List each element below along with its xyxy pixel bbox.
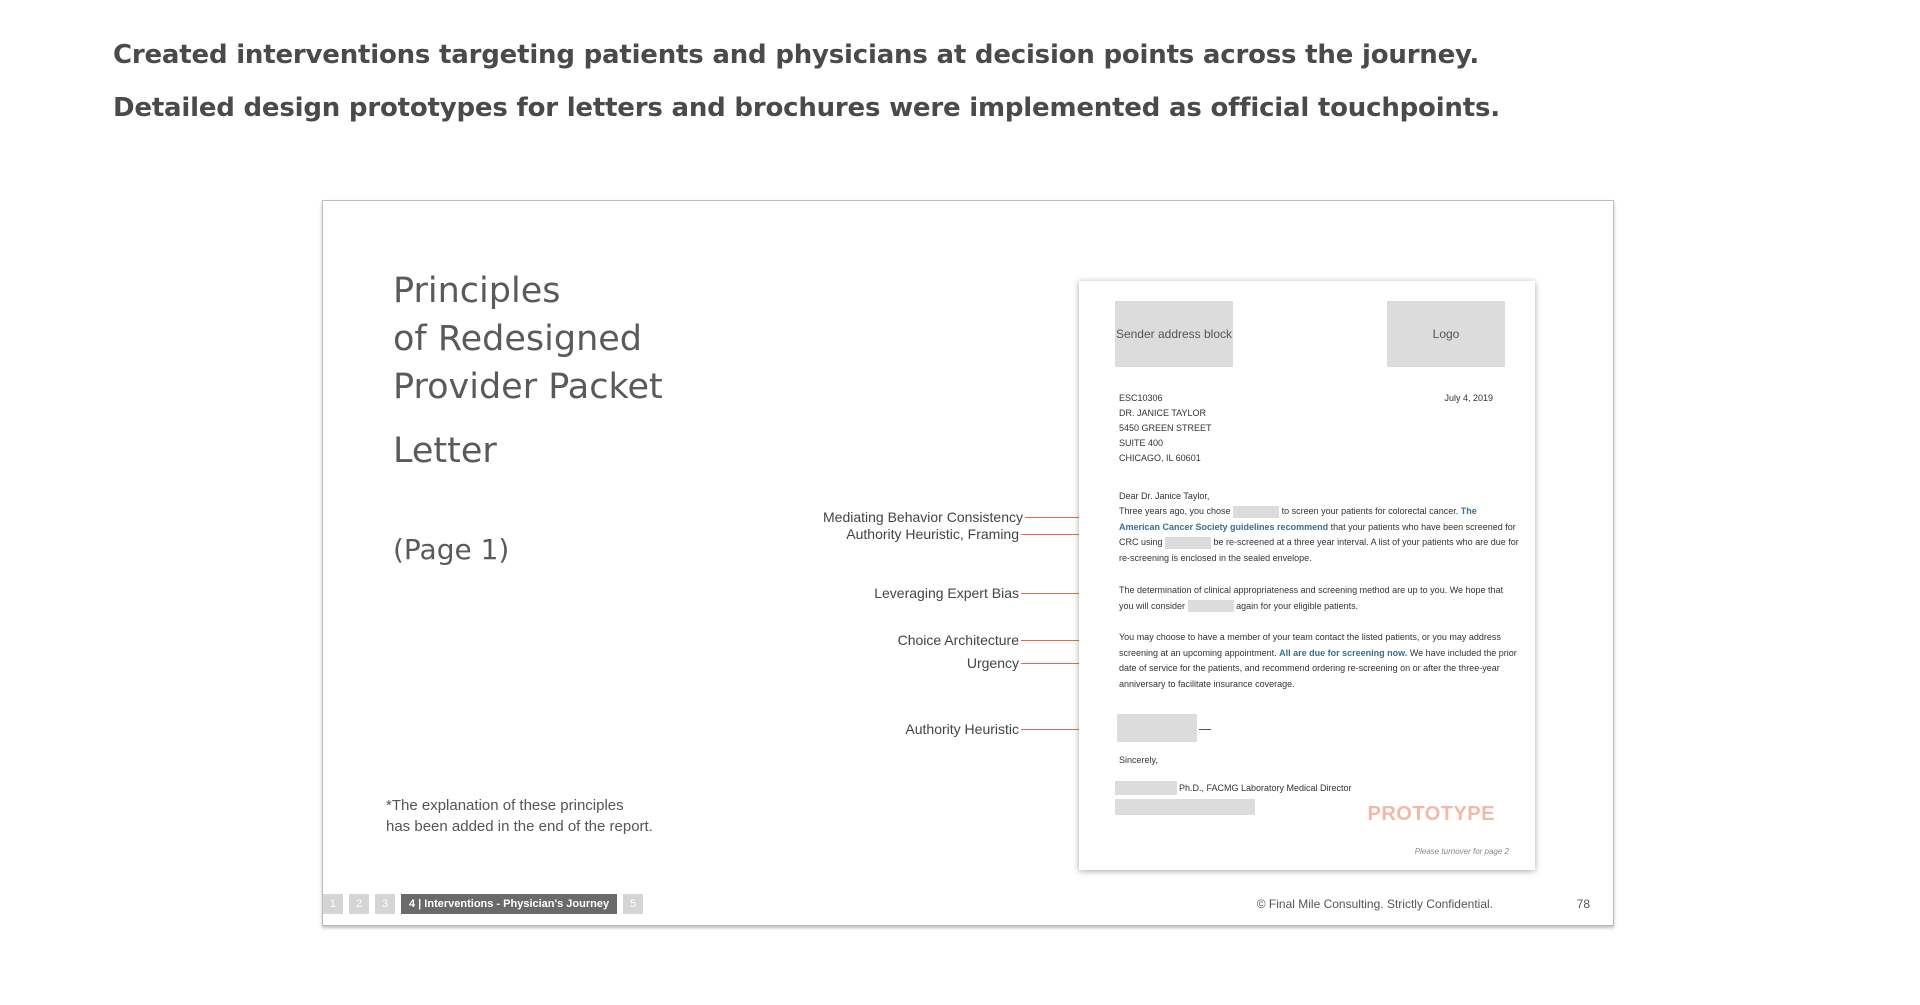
letter-preview (1079, 281, 1535, 870)
slide-frame (322, 200, 1614, 926)
letter-paragraph-3 (1119, 630, 1519, 692)
slide-title-line: Principles (393, 271, 561, 311)
page-number: 78 (1576, 897, 1590, 911)
logo-placeholder: Logo (1387, 301, 1505, 367)
signature-redacted (1117, 714, 1197, 742)
letter-address-line: DR. JANICE TAYLOR (1119, 408, 1207, 418)
slide-footnote (386, 795, 653, 837)
letter-text: to screen your patients for colorectal cancer. (1281, 506, 1459, 516)
letter-text: be re-screened at a three year interval. A list of your patients who are due for re-screening is enclosed in the sealed envelope. (1119, 537, 1519, 563)
section-nav-item[interactable]: 2 (349, 894, 369, 914)
callout-label-authority: Authority Heuristic (905, 721, 1019, 737)
slide-page-label: (Page 1) (393, 533, 510, 566)
letter-highlight: The American Cancer Society guidelines recommend (1119, 506, 1477, 532)
section-nav-item[interactable]: 1 (323, 894, 343, 914)
letter-highlight: All are due for screening now. (1279, 647, 1408, 658)
callout-label-urgency: Urgency (966, 655, 1019, 671)
letter-paragraph-2 (1119, 583, 1519, 614)
callout-line (1021, 729, 1079, 730)
letter-text: Three years ago, you chose (1119, 506, 1231, 516)
callout-line (1021, 640, 1079, 641)
letter-text: again for your eligible patients. (1236, 600, 1359, 611)
slide-subtitle: Letter (393, 431, 497, 471)
section-nav-item-active[interactable]: 4 | Interventions - Physician's Journey (401, 894, 617, 914)
headline-1: Created interventions targeting patients and physicians at decision points across the journey. (113, 40, 1480, 70)
letter-reference: ESC10306 (1119, 393, 1163, 403)
letter-signer: Ph.D., FACMG Laboratory Medical Director (1179, 783, 1352, 793)
callout-line (1025, 517, 1079, 518)
letter-text: You may choose to have a member of your team contact the listed patients, or you may address screening at an upcoming appointment. (1119, 632, 1501, 658)
letter-turnover-note: Please turnover for page 2 (1414, 847, 1509, 856)
letter-address-line: SUITE 400 (1119, 438, 1164, 448)
letter-text: that your patients who have been screened for CRC using (1119, 521, 1516, 547)
signature-dash (1199, 729, 1211, 730)
footnote-line: has been added in the end of the report. (386, 818, 653, 835)
signer-name-redacted (1115, 781, 1177, 795)
signer-title-redacted (1115, 799, 1255, 815)
slide-title (393, 267, 663, 411)
section-nav (323, 894, 643, 914)
sender-address-placeholder: Sender address block (1115, 301, 1233, 367)
headline-2: Detailed design prototypes for letters and brochures were implemented as official touchpoints. (113, 93, 1500, 123)
letter-salutation: Dear Dr. Janice Taylor, (1119, 491, 1210, 501)
redacted-block (1188, 600, 1234, 612)
letter-paragraph-1 (1119, 504, 1519, 566)
callout-line (1021, 593, 1079, 594)
letter-date: July 4, 2019 (1444, 393, 1493, 403)
slide-title-line: Provider Packet (393, 367, 663, 407)
callout-label-authority-framing: Authority Heuristic, Framing (846, 526, 1019, 542)
letter-address-line: 5450 GREEN STREET (1119, 423, 1212, 433)
callout-label-consistency: Mediating Behavior Consistency (823, 509, 1023, 525)
prototype-stamp: PROTOTYPE (1367, 803, 1495, 825)
section-nav-item[interactable]: 3 (375, 894, 395, 914)
redacted-block (1165, 537, 1211, 549)
callout-line (1021, 534, 1079, 535)
letter-text: The determination of clinical appropriateness and screening method are up to you. We hope that you will consider (1119, 585, 1504, 611)
copyright-notice: © Final Mile Consulting. Strictly Confidential. (1256, 897, 1493, 911)
section-nav-item[interactable]: 5 (623, 894, 643, 914)
callout-label-expert-bias: Leveraging Expert Bias (874, 585, 1019, 601)
letter-text: We have included the prior date of service for the patients, and recommend ordering re-screening on or after the three-year anniversary to facilitate insurance coverage. (1119, 647, 1517, 689)
callout-label-choice-architecture: Choice Architecture (897, 632, 1019, 648)
redacted-block (1233, 506, 1279, 518)
letter-closing: Sincerely, (1119, 755, 1158, 765)
footnote-line: *The explanation of these principles (386, 797, 624, 814)
slide-title-line: of Redesigned (393, 319, 642, 359)
letter-address-line: CHICAGO, IL 60601 (1119, 453, 1201, 463)
